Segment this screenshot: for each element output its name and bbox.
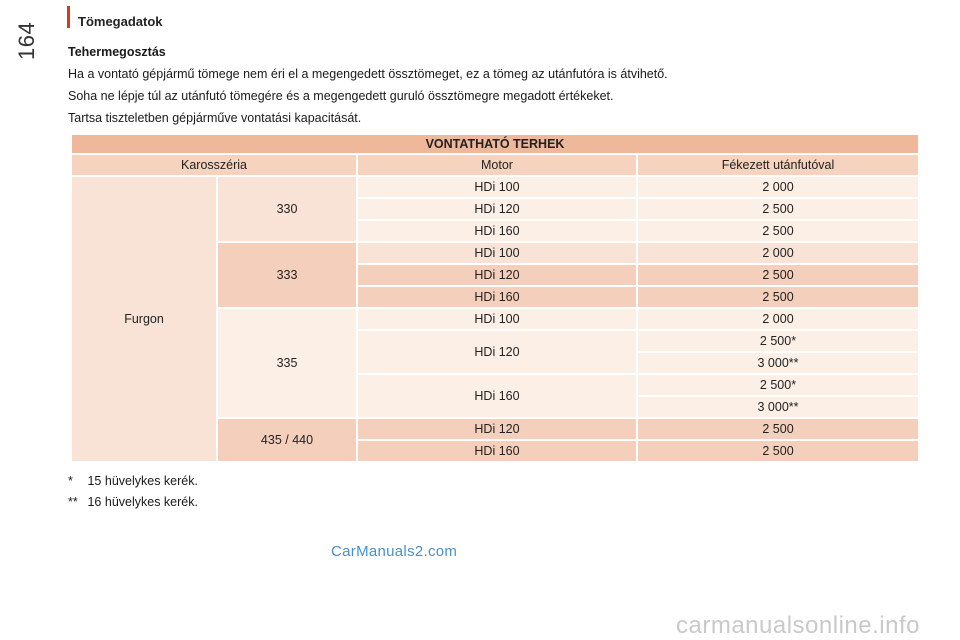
footnote (68, 471, 198, 492)
load-cell: 2 500* (638, 375, 918, 395)
model-cell: 335 (218, 309, 356, 417)
table-title: VONTATHATÓ TERHEK (72, 135, 918, 153)
load-cell: 3 000** (638, 353, 918, 373)
engine-cell: HDi 120 (358, 199, 636, 219)
intro-line: Ha a vontató gépjármű tömege nem éri el a megengedett össztömeget, ez a tömeg az utánfutóra is átvihető. (68, 67, 668, 81)
column-header-braked-trailer: Fékezett utánfutóval (638, 155, 918, 175)
model-cell: 333 (218, 243, 356, 307)
footnote-mark: * (68, 474, 73, 488)
watermark-carmanualsonline: carmanualsonline.info (676, 612, 920, 639)
engine-cell: HDi 160 (358, 221, 636, 241)
load-cell: 2 500* (638, 331, 918, 351)
footnotes (68, 471, 198, 513)
load-cell: 2 500 (638, 221, 918, 241)
load-cell: 2 500 (638, 265, 918, 285)
body-type-cell: Furgon (72, 177, 216, 461)
load-cell: 2 000 (638, 177, 918, 197)
engine-cell: HDi 100 (358, 177, 636, 197)
section-accent-bar (67, 6, 70, 28)
load-cell: 3 000** (638, 397, 918, 417)
engine-cell: HDi 120 (358, 331, 636, 373)
watermark-carmanuals2: CarManuals2.com (331, 543, 458, 560)
engine-cell: HDi 160 (358, 287, 636, 307)
model-cell: 330 (218, 177, 356, 241)
footnote-text: 15 hüvelykes kerék. (87, 474, 198, 488)
load-cell: 2 500 (638, 199, 918, 219)
column-header-body: Karosszéria (72, 155, 356, 175)
engine-cell: HDi 100 (358, 309, 636, 329)
column-header-engine: Motor (358, 155, 636, 175)
engine-cell: HDi 100 (358, 243, 636, 263)
page-number: 164 (14, 21, 39, 60)
engine-cell: HDi 160 (358, 441, 636, 461)
intro-heading: Tehermegosztás (68, 45, 166, 59)
footnote-text: 16 hüvelykes kerék. (87, 495, 198, 509)
footnote-mark: ** (68, 495, 78, 509)
load-cell: 2 000 (638, 309, 918, 329)
engine-cell: HDi 160 (358, 375, 636, 417)
intro-line: Soha ne lépje túl az utánfutó tömegére és a megengedett guruló össztömegre megadott értékeket. (68, 89, 614, 103)
model-cell: 435 / 440 (218, 419, 356, 461)
load-cell: 2 500 (638, 441, 918, 461)
intro-text (68, 41, 928, 129)
load-cell: 2 500 (638, 287, 918, 307)
engine-cell: HDi 120 (358, 419, 636, 439)
footnote (68, 492, 198, 513)
intro-line: Tartsa tiszteletben gépjárműve vontatási kapacitását. (68, 111, 362, 125)
towing-loads-table (70, 133, 920, 463)
engine-cell: HDi 120 (358, 265, 636, 285)
section-title: Tömegadatok (78, 14, 163, 29)
table-row (72, 177, 918, 197)
load-cell: 2 500 (638, 419, 918, 439)
load-cell: 2 000 (638, 243, 918, 263)
